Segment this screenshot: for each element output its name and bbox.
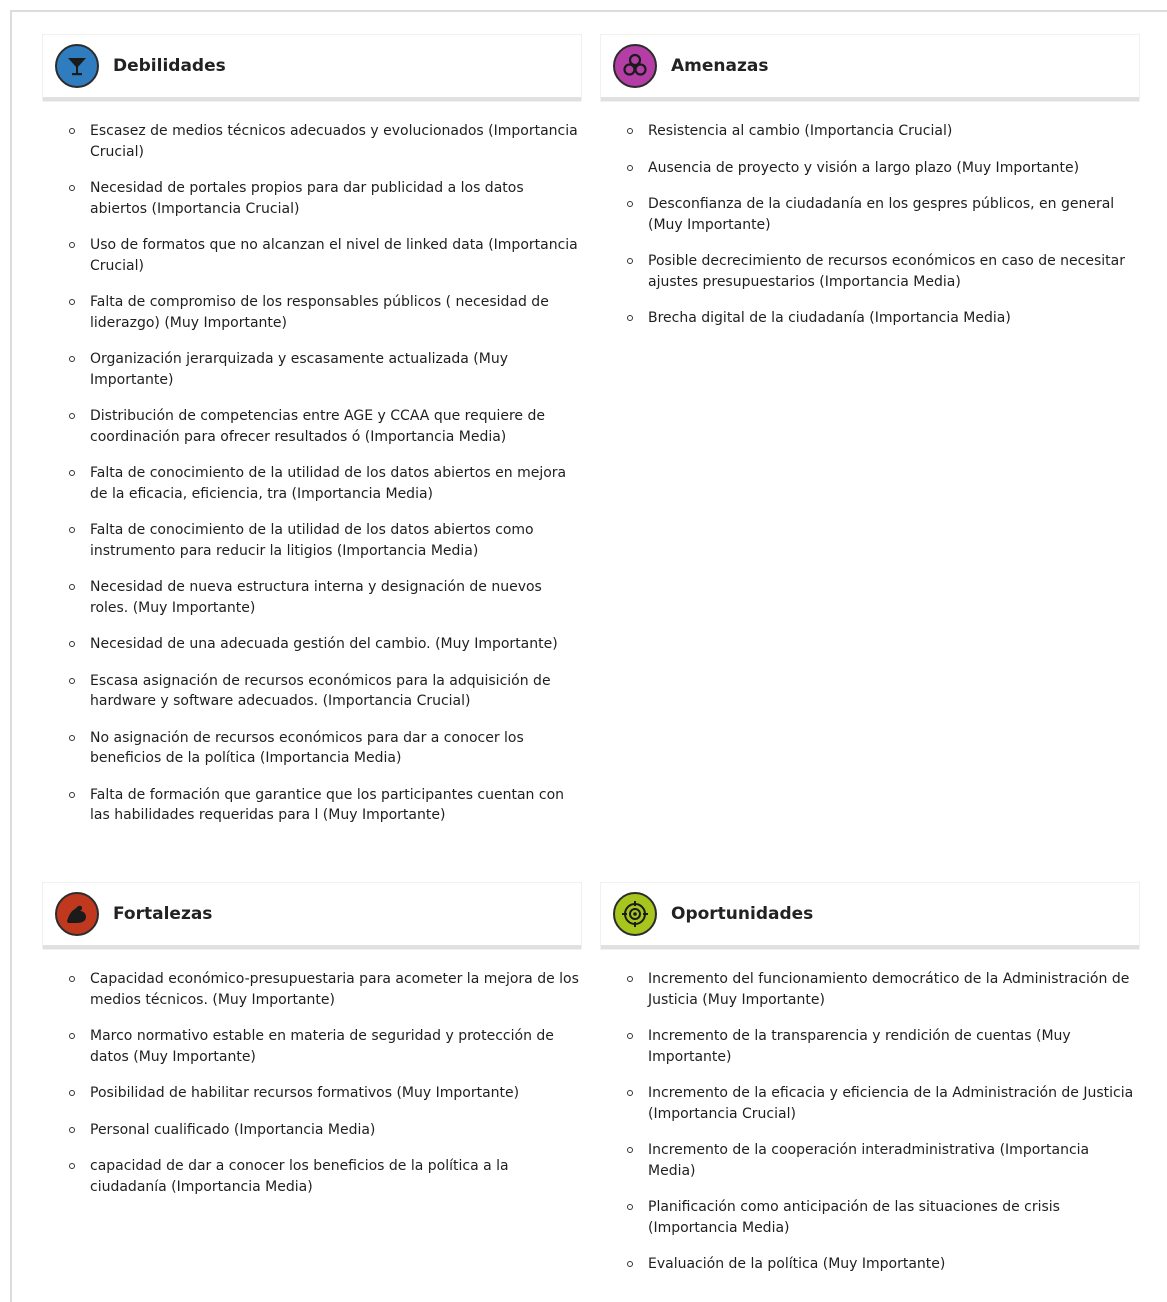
quadrant-header	[601, 883, 1139, 949]
quadrant-title: Fortalezas	[113, 904, 213, 924]
list-item: Ausencia de proyecto y visión a largo plazo (Muy Importante)	[627, 158, 1139, 179]
item-list	[601, 949, 1139, 1275]
list-item: Necesidad de nueva estructura interna y designación de nuevos roles. (Muy Importante)	[69, 577, 581, 618]
item-list	[43, 101, 581, 826]
quadrant-title: Debilidades	[113, 56, 226, 76]
item-list	[43, 949, 581, 1197]
quadrant-header	[601, 35, 1139, 101]
list-item: Escasa asignación de recursos económicos para la adquisición de hardware y software adecuados. (Importancia Crucial)	[69, 671, 581, 712]
list-item: Falta de conocimiento de la utilidad de los datos abiertos como instrumento para reducir la litigios (Importancia Media)	[69, 520, 581, 561]
list-item: Falta de formación que garantice que los participantes cuentan con las habilidades requeridas para l (Muy Importante)	[69, 785, 581, 826]
list-item: Evaluación de la política (Muy Importante)	[627, 1254, 1139, 1275]
list-item: Falta de compromiso de los responsables públicos ( necesidad de liderazgo) (Muy Importante)	[69, 292, 581, 333]
list-item: Incremento del funcionamiento democrático de la Administración de Justicia (Muy Importante)	[627, 969, 1139, 1010]
list-item: Falta de conocimiento de la utilidad de los datos abiertos en mejora de la eficacia, eficiencia, tra (Importancia Media)	[69, 463, 581, 504]
list-item: Marco normativo estable en materia de seguridad y protección de datos (Muy Importante)	[69, 1026, 581, 1067]
list-item: Resistencia al cambio (Importancia Crucial)	[627, 121, 1139, 142]
list-item: Escasez de medios técnicos adecuados y evolucionados (Importancia Crucial)	[69, 121, 581, 162]
list-item: Necesidad de portales propios para dar publicidad a los datos abiertos (Importancia Crucial)	[69, 178, 581, 219]
list-item: Personal cualificado (Importancia Media)	[69, 1120, 581, 1141]
list-item: Posible decrecimiento de recursos económicos en caso de necesitar ajustes presupuestarios (Importancia Media)	[627, 251, 1139, 292]
cocktail-glass-icon	[55, 44, 99, 88]
list-item: Planificación como anticipación de las situaciones de crisis (Importancia Media)	[627, 1197, 1139, 1238]
biohazard-icon	[613, 44, 657, 88]
item-list	[601, 101, 1139, 329]
flexed-arm-icon	[55, 892, 99, 936]
quadrant-amenazas	[601, 35, 1139, 345]
list-item: Uso de formatos que no alcanzan el nivel de linked data (Importancia Crucial)	[69, 235, 581, 276]
quadrant-title: Amenazas	[671, 56, 769, 76]
list-item: No asignación de recursos económicos para dar a conocer los beneficios de la política (Importancia Media)	[69, 728, 581, 769]
quadrant-debilidades	[43, 35, 581, 842]
quadrant-title: Oportunidades	[671, 904, 814, 924]
list-item: Distribución de competencias entre AGE y CCAA que requiere de coordinación para ofrecer resultados ó (Importancia Media)	[69, 406, 581, 447]
target-icon	[613, 892, 657, 936]
list-item: Necesidad de una adecuada gestión del cambio. (Muy Importante)	[69, 634, 581, 655]
quadrant-header	[43, 883, 581, 949]
quadrant-header	[43, 35, 581, 101]
list-item: Incremento de la transparencia y rendición de cuentas (Muy Importante)	[627, 1026, 1139, 1067]
list-item: Incremento de la eficacia y eficiencia de la Administración de Justicia (Importancia Crucial)	[627, 1083, 1139, 1124]
quadrant-fortalezas	[43, 883, 581, 1213]
list-item: Capacidad económico-presupuestaria para acometer la mejora de los medios técnicos. (Muy Importante)	[69, 969, 581, 1010]
list-item: Brecha digital de la ciudadanía (Importancia Media)	[627, 308, 1139, 329]
list-item: capacidad de dar a conocer los beneficios de la política a la ciudadanía (Importancia Media)	[69, 1156, 581, 1197]
list-item: Desconfianza de la ciudadanía en los gespres públicos, en general (Muy Importante)	[627, 194, 1139, 235]
list-item: Posibilidad de habilitar recursos formativos (Muy Importante)	[69, 1083, 581, 1104]
list-item: Organización jerarquizada y escasamente actualizada (Muy Importante)	[69, 349, 581, 390]
list-item: Incremento de la cooperación interadministrativa (Importancia Media)	[627, 1140, 1139, 1181]
quadrant-oportunidades	[601, 883, 1139, 1291]
